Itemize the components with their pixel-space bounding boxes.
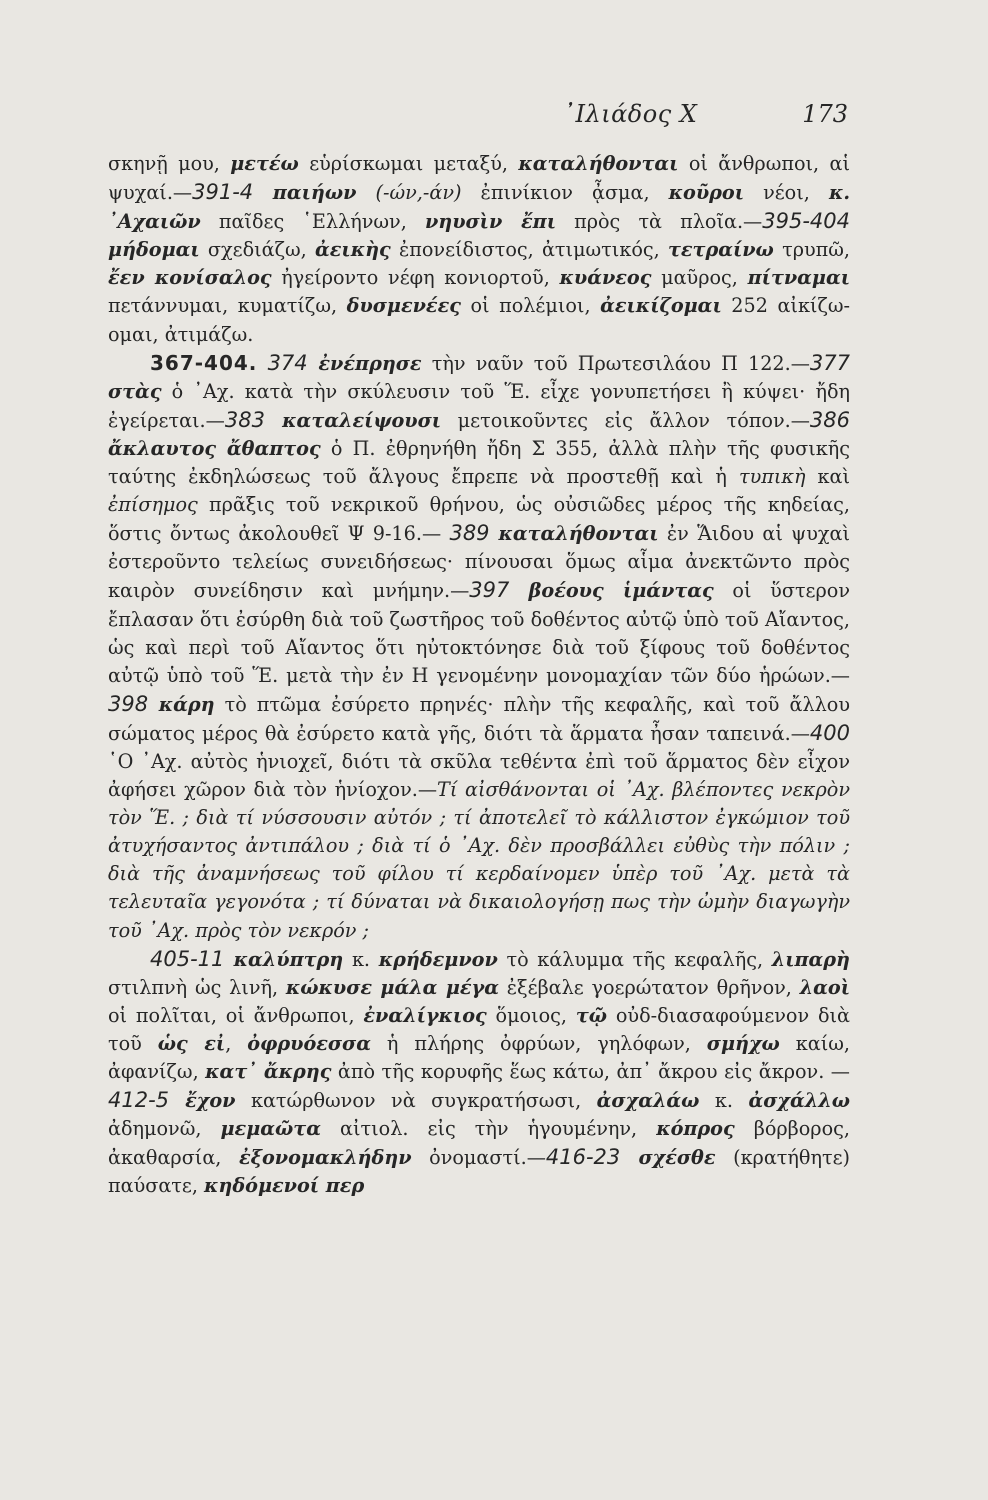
lemma: ἀεικίζομαι bbox=[600, 294, 722, 318]
text-run: νέοι, bbox=[744, 181, 829, 205]
text-run: ὀνομαστί.— bbox=[411, 1146, 546, 1170]
text-run: ἐπίσημος bbox=[108, 493, 198, 517]
text-run: ἐπονείδιστος, ἀτιμωτικός, bbox=[390, 238, 668, 262]
text-run: τὸ κάλυμμα τῆς κεφαλῆς, bbox=[497, 947, 772, 971]
lemma: ὡς εἰ bbox=[157, 1031, 226, 1055]
page-header bbox=[108, 100, 848, 136]
text-run: πετάννυμαι, κυματίζω, bbox=[108, 294, 347, 318]
text-run: βόρβορος, ἀκαθαρσία, bbox=[108, 1117, 850, 1170]
lemma: σμήχω bbox=[706, 1031, 780, 1055]
lemma: νηυσὶν ἔπι bbox=[424, 210, 556, 234]
text-run: οὐδ-διασαφούμενον διὰ τοῦ bbox=[108, 1003, 850, 1055]
lemma: στὰς bbox=[108, 379, 162, 403]
lemma: σχέσθε bbox=[620, 1146, 716, 1170]
lemma: κάρη bbox=[148, 692, 215, 716]
text-run: μετοικοῦντες εἰς ἄλλον τόπον.— bbox=[441, 408, 810, 432]
lemma: κοῦροι bbox=[668, 181, 744, 205]
lemma: δυσμενέες bbox=[346, 294, 461, 318]
text-run: 252 αἰκίζω-ομαι, ἀτιμάζω. bbox=[108, 294, 850, 346]
line-number: 386 bbox=[809, 407, 851, 432]
text-run: ἡ πλήρης ὀφρύων, γηλόφων, bbox=[370, 1031, 707, 1055]
line-number: 374 bbox=[267, 350, 308, 375]
lemma: ἄκλαυτος ἄθαπτος bbox=[108, 436, 321, 460]
text-run: κατώρθωνον νὰ συγκρατήσωσι, bbox=[235, 1089, 597, 1113]
text-run: τὸ πτῶμα ἐσύρετο πρηνές· πλὴν τῆς κεφαλῆς, καὶ τοῦ ἄλλου σώματος μέρος θὰ ἐσύρετο κατὰ γῆς, διότι τὰ ἅρματα ἦσαν ταπεινά.— bbox=[108, 692, 850, 745]
text-run: σκηνῇ μου, bbox=[108, 152, 231, 175]
text-run: κ. bbox=[699, 1089, 749, 1113]
lemma: καλύπτρη bbox=[224, 947, 344, 971]
lemma: ὀφρυόεσσα bbox=[247, 1031, 371, 1055]
lemma: ἐξονομακλήδην bbox=[238, 1146, 412, 1170]
lemma: ἐναλίγκιος bbox=[363, 1003, 487, 1027]
lemma: κυάνεος bbox=[559, 266, 652, 290]
text-run: τυπικὴ bbox=[738, 465, 806, 489]
text-run: ἀπὸ τῆς κορυφῆς ἕως κάτω, ἀπ᾿ ἄκρου εἰς ἄκρον. — bbox=[331, 1060, 850, 1083]
line-number: 391-4 bbox=[192, 180, 254, 205]
text-run: πρὸς τὰ πλοῖα.— bbox=[555, 210, 763, 234]
text-run: ὁ ᾿Αχ. κατὰ τὴν σκύλευσιν τοῦ Ἕ. εἶχε γονυπετήσει ἢ κύψει· ἤδη ἐγείρεται.— bbox=[108, 379, 850, 432]
lemma: καταλήθονται bbox=[518, 152, 679, 175]
lemma: παιήων bbox=[253, 181, 357, 205]
lemma: λαοὶ bbox=[799, 975, 851, 999]
text-run: καίω, ἀφανίζω, bbox=[108, 1031, 850, 1083]
text-run: , bbox=[225, 1031, 248, 1055]
line-number: 412-5 bbox=[108, 1088, 170, 1113]
line-number: 405-11 bbox=[150, 946, 225, 971]
lemma: κόπρος bbox=[656, 1117, 735, 1141]
lemma: ἀσχαλάω bbox=[596, 1089, 700, 1113]
text-run: ἐξέβαλε γοερώτατον θρῆνον, bbox=[498, 975, 800, 999]
text-run: ἐπινίκιον ᾆσμα, bbox=[461, 181, 669, 205]
lemma: ἀσχάλλω bbox=[748, 1089, 850, 1113]
text-run: ἐν Ἅιδου αἱ ψυχαὶ ἐστεροῦντο τελείως συνειδήσεως· πίνουσαι ὅμως αἷμα ἀνεκτῶντο πρὸς καιρὸν συνείδησιν καὶ μνήμην.— bbox=[108, 522, 850, 603]
text-run: μαῦρος, bbox=[651, 266, 748, 290]
lemma: ἔεν κονίσαλος bbox=[108, 266, 272, 290]
running-title: ᾿Ιλιάδος Χ bbox=[563, 100, 698, 128]
lemma: κ. ᾿Αχαιῶν bbox=[108, 181, 850, 234]
text-run: ῾Ο ᾿Αχ. αὐτὸς ἡνιοχεῖ, διότι τὰ σκῦλα τεθέντα ἐπὶ τοῦ ἅρματος δὲν εἶχον ἀφήσει χῶρον διὰ τὸν ἡνίοχον.— bbox=[108, 749, 850, 802]
text-run: παῖδες ῾Ελλήνων, bbox=[200, 210, 425, 234]
lemma: καταλείψουσι bbox=[264, 408, 442, 432]
text-run: ὁ Π. ἐθρηνήθη ἤδη Σ 355, ἀλλὰ πλὴν τῆς φυσικῆς ταύτης ἐκδηλώσεως τοῦ ἄλγους ἔπρεπε νὰ προστεθῇ καὶ ἡ bbox=[108, 436, 850, 489]
line-number: 416-23 bbox=[545, 1145, 621, 1170]
text-run: πρᾶξις τοῦ νεκρικοῦ θρήνου, ὡς οὐσιῶδες μέρος τῆς κηδείας, ὅστις ὄντως ἀκολουθεῖ Ψ 9-16.— bbox=[108, 493, 850, 546]
lemma: πίτναμαι bbox=[747, 266, 851, 290]
line-number: 383 bbox=[224, 407, 265, 432]
study-questions: Τί αἰσθάνονται οἱ ᾿Αχ. βλέποντες νεκρὸν τὸν Ἕ. ; διὰ τί νύσσουσιν αὐτόν ; τί ἀποτελεῖ τὸ κάλλιστον ἐγκώμιον τοῦ ἀτυχήσαντος ἀντιπάλου ; διὰ τί ὁ ᾿Αχ. δὲν προσβάλλει εὐθὺς τὴν πόλιν ; διὰ τῆς ἀναμνήσεως τοῦ φίλου τί κερδαίνομεν ὑπὲρ τοῦ ᾿Αχ. μετὰ τὰ τελευταῖα γεγονότα ; τί δύναται νὰ δικαιολογήσῃ πως τὴν ὠμὴν διαγωγὴν τοῦ ᾿Αχ. πρὸς τὸν νεκρόν ; bbox=[108, 778, 850, 942]
lemma: μετέω bbox=[230, 152, 299, 175]
lemma: βοέους ἱμάντας bbox=[509, 579, 714, 603]
lemma: κώκυσε μάλα μέγα bbox=[285, 975, 499, 999]
text-run: οἱ ἄνθρωποι, αἱ ψυχαί.— bbox=[108, 152, 850, 205]
text-run bbox=[257, 352, 267, 375]
text-run: σχεδιάζω, bbox=[199, 238, 315, 262]
lemma: ἀεικὴς bbox=[315, 238, 391, 262]
text-run: οἱ πολέμιοι, bbox=[460, 294, 601, 318]
lemma: ἔχον bbox=[169, 1089, 236, 1113]
text-run: (κρατήθητε) παύσατε, bbox=[108, 1146, 850, 1198]
text-run: ἠγείροντο νέφη κονιορτοῦ, bbox=[271, 266, 560, 290]
text-run: αἰτιολ. εἰς τὴν ἡγουμένην, bbox=[320, 1117, 657, 1141]
text-run: (-ών,-άν) bbox=[356, 181, 462, 205]
line-number: 389 bbox=[449, 521, 490, 546]
lemma: τῷ bbox=[575, 1003, 608, 1027]
line-number: 397 bbox=[469, 578, 510, 603]
lemma: λιπαρὴ bbox=[771, 947, 850, 971]
text-run: καὶ bbox=[805, 465, 850, 489]
text-run: ἀδημονῶ, bbox=[108, 1117, 221, 1141]
text-run: στιλπνὴ ὡς λινῆ, bbox=[108, 975, 286, 999]
lemma: ἐνέπρησε bbox=[307, 351, 422, 375]
lemma: τετραίνω bbox=[667, 238, 774, 262]
text-run: τὴν ναῦν τοῦ Πρωτεσιλάου Π 122.— bbox=[421, 351, 810, 375]
lemma: κηδόμενοί περ bbox=[204, 1174, 365, 1198]
line-number: 400 bbox=[809, 720, 850, 745]
section-range: 367-404. bbox=[150, 350, 258, 375]
text-run: ὅμοιος, bbox=[486, 1003, 576, 1027]
lemma: κατ᾿ ἄκρης bbox=[205, 1060, 332, 1083]
text-run: εὑρίσκωμαι μεταξύ, bbox=[298, 152, 519, 175]
commentary-text bbox=[108, 150, 850, 1200]
lemma: καταλήθονται bbox=[489, 522, 659, 546]
lemma: μήδομαι bbox=[108, 238, 200, 262]
text-run: οἱ πολῖται, οἱ ἄνθρωποι, bbox=[108, 1003, 364, 1027]
lemma: κρήδεμνον bbox=[378, 947, 498, 971]
line-number: 398 bbox=[108, 691, 149, 716]
paragraph-1 bbox=[108, 150, 850, 349]
text-run: τρυπῶ, bbox=[773, 238, 850, 262]
lemma: μεμαῶτα bbox=[220, 1117, 321, 1141]
text-run: κ. bbox=[343, 947, 379, 971]
line-number: 377 bbox=[809, 350, 850, 375]
text-run: οἱ ὕστερον ἔπλασαν ὅτι ἐσύρθη διὰ τοῦ ζωστῆρος τοῦ δοθέντος αὐτῷ ὑπὸ τοῦ Αἴαντος, ὡς καὶ περὶ τοῦ Αἴαντος ὅτι ηὐτοκτόνησε διὰ τοῦ ξίφους τοῦ δοθέντος αὐτῷ ὑπὸ τοῦ Ἕ. μετὰ τὴν ἐν Η γενομένην μονομαχίαν τῶν δύο ἡρώων.— bbox=[108, 579, 850, 687]
paragraph-3 bbox=[108, 945, 850, 1201]
page-number: 173 bbox=[802, 100, 848, 128]
line-number: 395-404 bbox=[762, 209, 850, 234]
paragraph-2 bbox=[108, 349, 850, 945]
